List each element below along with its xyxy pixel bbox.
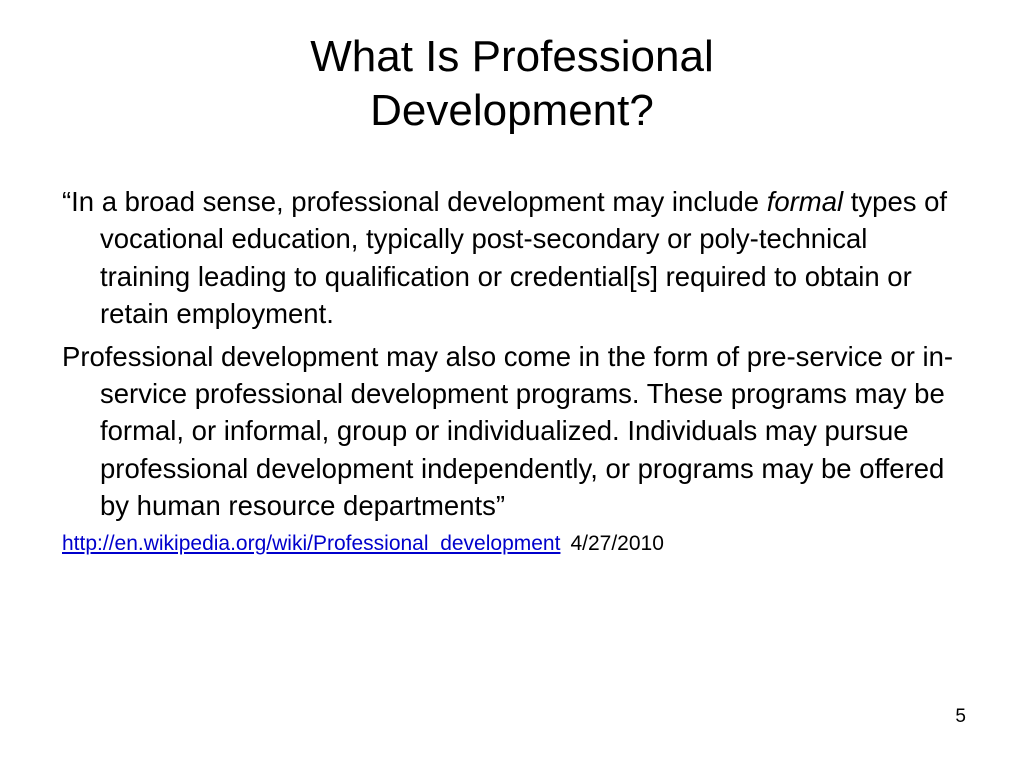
source-citation bbox=[62, 530, 962, 558]
quote-paragraph-1 bbox=[62, 183, 962, 333]
quote-paragraph-1-start: “In a broad sense, professional development may include bbox=[62, 186, 767, 217]
slide-title-line-2: Development? bbox=[370, 86, 654, 135]
quote-paragraph-1-end: types of vocational education, typically post-secondary or poly-technical training leading to qualification or credential[s] required to obtain or retain employment. bbox=[100, 186, 948, 330]
slide-title-line-1: What Is Professional bbox=[310, 32, 714, 81]
quote-paragraph-2: Professional development may also come in the form of pre-service or in-service professional development programs. These programs may be formal, or informal, group or individualized. Individuals may pursue professional development independently, or programs may be offered by human resource departments” bbox=[62, 340, 954, 522]
slide-title bbox=[0, 30, 1024, 138]
emphasis-formal: formal bbox=[766, 186, 844, 217]
source-date: 4/27/2010 bbox=[570, 531, 664, 555]
source-link[interactable]: http://en.wikipedia.org/wiki/Professional_development bbox=[62, 531, 561, 555]
slide-number: 5 bbox=[955, 706, 966, 727]
slide-body bbox=[62, 183, 962, 558]
